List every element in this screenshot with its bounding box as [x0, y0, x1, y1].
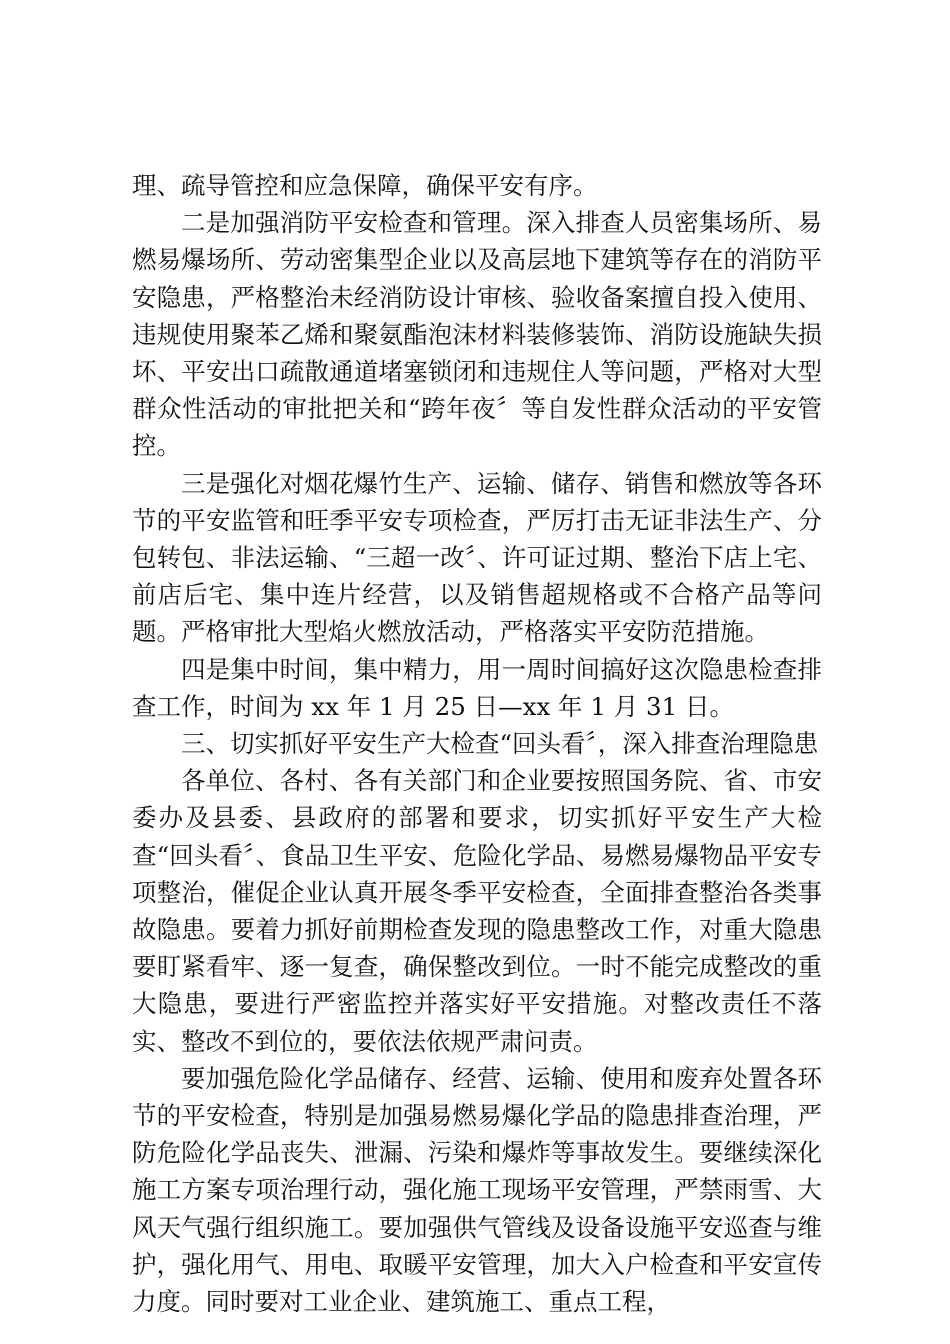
paragraph-2: 二是加强消防平安检查和管理。深入排查人员密集场所、易燃易爆场所、劳动密集型企业以及高层地下建筑等存在的消防平安隐患，严格整治未经消防设计审核、验收备案擅自投入使用、违规使用聚苯乙烯和聚氨酯泡沫材料装修装饰、消防设施缺失损坏、平安出口疏散通道堵塞锁闭和违规住人等问题，严格对大型群众性活动的审批把关和“跨年夜〞等自发性群众活动的平安管控。 — [132, 208, 822, 461]
paragraph-4: 四是集中时间，集中精力，用一周时间搞好这次隐患检查排查工作，时间为 xx 年 1 月 25 日—xx 年 1 月 31 日。 — [132, 654, 822, 721]
paragraph-5: 各单位、各村、各有关部门和企业要按照国务院、省、市安委办及县委、县政府的部署和要求，切实抓好平安生产大检查“回头看〞、食品卫生平安、危险化学品、易燃易爆物品平安专项整治，催促企业认真开展冬季平安检查，全面排查整治各类事故隐患。要着力抓好前期检查发现的隐患整改工作，对重大隐患要盯紧看牢、逐一复查，确保整改到位。一时不能完成整改的重大隐患，要进行严密监控并落实好平安措施。对整改责任不落实、整改不到位的，要依法依规严肃问责。 — [132, 766, 822, 1056]
document-body — [132, 167, 822, 1320]
paragraph-1: 理、疏导管控和应急保障，确保平安有序。 — [132, 171, 598, 200]
section-heading: 三、切实抓好平安生产大检查“回头看〞，深入排查治理隐患 — [181, 729, 819, 759]
paragraph-3: 三是强化对烟花爆竹生产、运输、储存、销售和燃放等各环节的平安监管和旺季平安专项检查，严厉打击无证非法生产、分包转包、非法运输、“三超一改〞、许可证过期、整治下店上宅、前店后宅、集中连片经营，以及销售超规格或不合格产品等问题。严格审批大型焰火燃放活动，严格落实平安防范措施。 — [132, 468, 822, 647]
paragraph-6: 要加强危险化学品储存、经营、运输、使用和废弃处置各环节的平安检查，特别是加强易燃易爆化学品的隐患排查治理，严防危险化学品丧失、泄漏、污染和爆炸等事故发生。要继续深化施工方案专项治理行动，强化施工现场平安管理，严禁雨雪、大风天气强行组织施工。要加强供气管线及设备设施平安巡查与维护，强化用气、用电、取暖平安管理，加大入户检查和平安宣传力度。同时要对工业企业、建筑施工、重点工程， — [132, 1063, 822, 1317]
